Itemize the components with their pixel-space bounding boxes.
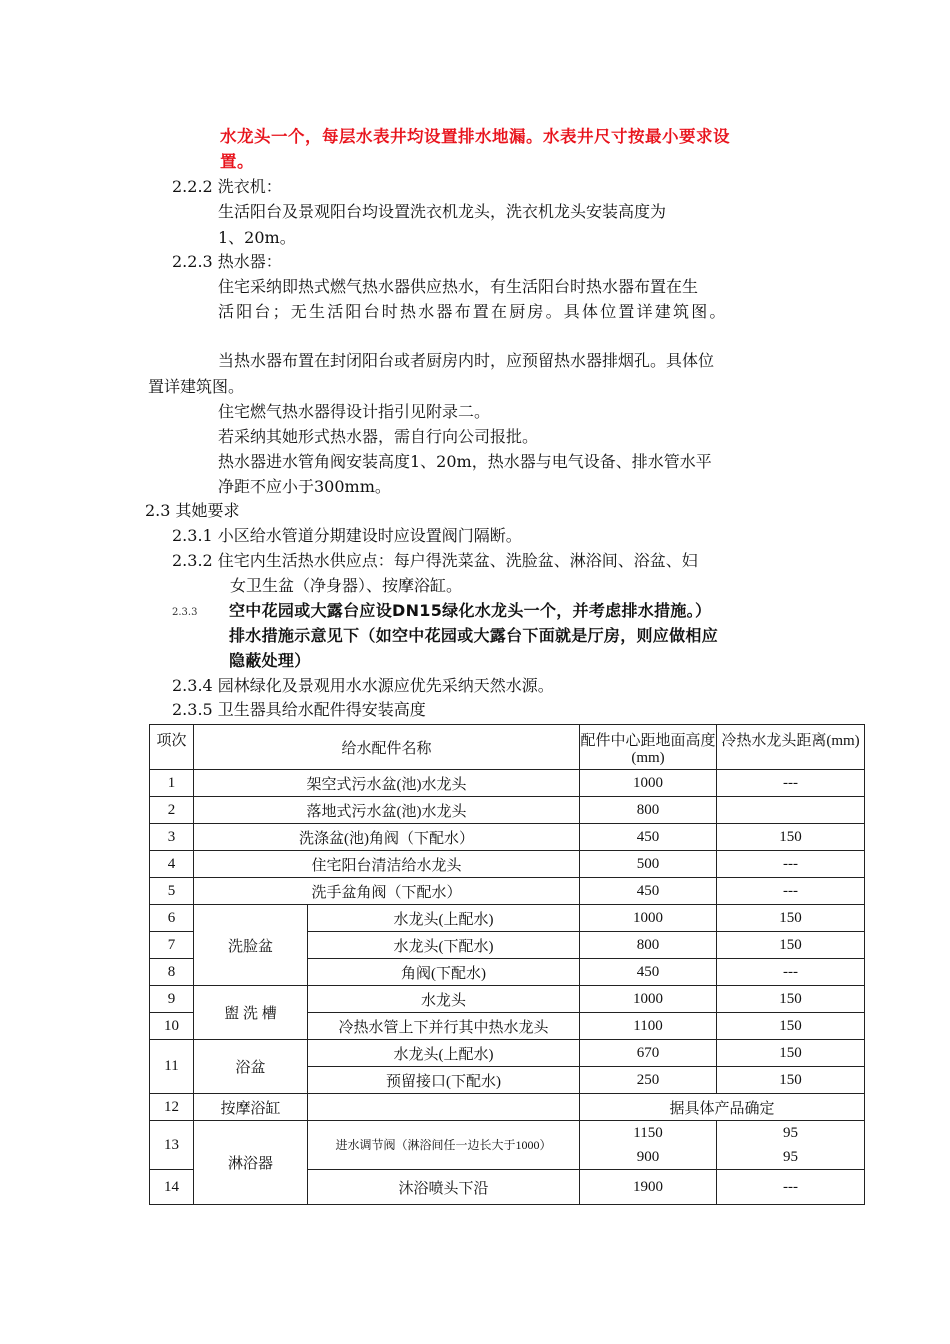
row-no: 11 <box>150 1040 194 1094</box>
row-name: 角阀(下配水) <box>308 959 580 986</box>
section-2-2-3-line-8: 净距不应小于300mm。 <box>218 477 391 496</box>
row-distance: 150 <box>717 824 865 851</box>
row-no: 12 <box>150 1094 194 1121</box>
section-2-2-3-line-4: 置详建筑图。 <box>148 377 245 396</box>
intro-red-line-2: 置。 <box>220 152 254 171</box>
row-group: 淋浴器 <box>194 1121 308 1205</box>
row-no: 6 <box>150 905 194 932</box>
row-height: 450 <box>580 878 717 905</box>
row-name: 冷热水管上下并行其中热水龙头 <box>308 1013 580 1040</box>
row-distance: 150 <box>717 1040 865 1067</box>
row-height: 450 <box>580 959 717 986</box>
row-distance: 150 <box>717 986 865 1013</box>
row-height: 1000 <box>580 905 717 932</box>
header-height: 配件中心距地面高度(mm) <box>580 725 717 770</box>
row-distance: --- <box>717 959 865 986</box>
row-height: 250 <box>580 1067 717 1094</box>
row-height: 500 <box>580 851 717 878</box>
section-2-3-heading: 2.3 其她要求 <box>145 501 240 520</box>
row-no: 13 <box>150 1121 194 1170</box>
row-name <box>308 1094 580 1121</box>
section-2-2-3-heading: 2.2.3 热水器： <box>172 252 282 271</box>
fixture-height-table <box>149 724 865 1205</box>
row-no: 2 <box>150 797 194 824</box>
section-2-2-2-heading: 2.2.2 洗衣机： <box>172 177 282 196</box>
table-row <box>150 824 865 851</box>
row-no: 3 <box>150 824 194 851</box>
row-height-value-1: 1150 <box>633 1125 663 1141</box>
row-name: 洗手盆角阀（下配水） <box>194 878 580 905</box>
row-height: 1000 <box>580 986 717 1013</box>
row-height: 450 <box>580 824 717 851</box>
row-distance-value-1: 95 <box>783 1125 799 1141</box>
row-name: 沐浴喷头下沿 <box>308 1170 580 1205</box>
row-distance: 150 <box>717 932 865 959</box>
section-2-2-3-line-3: 当热水器布置在封闭阳台或者厨房内时，应预留热水器排烟孔。具体位 <box>218 351 715 370</box>
table-row <box>150 905 865 932</box>
section-2-2-3-line-6: 若采纳其她形式热水器，需自行向公司报批。 <box>218 427 539 446</box>
section-2-2-2-line-1: 生活阳台及景观阳台均设置洗衣机龙头，洗衣机龙头安装高度为 <box>218 202 667 221</box>
item-2-3-3-line-3: 隐蔽处理） <box>229 651 311 670</box>
row-height: 1100 <box>580 1013 717 1040</box>
row-name: 住宅阳台清洁给水龙头 <box>194 851 580 878</box>
row-distance-value-2: 95 <box>783 1149 799 1165</box>
row-group: 盥 洗 槽 <box>194 986 308 1040</box>
section-2-2-2-line-2: 1、20m。 <box>218 228 296 247</box>
row-height: 1900 <box>580 1170 717 1205</box>
row-distance: 150 <box>717 1013 865 1040</box>
header-distance: 冷热水龙头距离(mm) <box>717 725 865 770</box>
row-name: 水龙头(上配水) <box>308 905 580 932</box>
item-2-3-2-line-1: 2.3.2 住宅内生活热水供应点：每户得洗菜盆、洗脸盆、淋浴间、浴盆、妇 <box>172 551 698 570</box>
row-group: 浴盆 <box>194 1040 308 1094</box>
row-name: 洗涤盆(池)角阀（下配水） <box>194 824 580 851</box>
row-distance: --- <box>717 770 865 797</box>
row-no: 14 <box>150 1170 194 1205</box>
item-2-3-5: 2.3.5 卫生器具给水配件得安装高度 <box>172 700 426 719</box>
section-2-2-3-line-2: 活阳台；无生活阳台时热水器布置在厨房。具体位置详建筑图。 <box>218 302 728 321</box>
row-height: 800 <box>580 797 717 824</box>
header-no: 项次 <box>150 725 194 770</box>
row-height-value-2: 900 <box>636 1149 660 1165</box>
row-no: 4 <box>150 851 194 878</box>
row-no: 8 <box>150 959 194 986</box>
item-2-3-3-line-2: 排水措施示意见下（如空中花园或大露台下面就是厅房，则应做相应 <box>229 626 719 645</box>
row-name: 预留接口(下配水) <box>308 1067 580 1094</box>
row-no: 9 <box>150 986 194 1013</box>
intro-red-line-1: 水龙头一个，每层水表井均设置排水地漏。水表井尺寸按最小要求设 <box>220 127 730 146</box>
table-row <box>150 878 865 905</box>
row-height: 670 <box>580 1040 717 1067</box>
row-height <box>580 1121 717 1170</box>
row-distance: 150 <box>717 1067 865 1094</box>
table-row <box>150 1040 865 1067</box>
section-2-2-3-line-1: 住宅采纳即热式燃气热水器供应热水，有生活阳台时热水器布置在生 <box>218 277 699 296</box>
row-merged-value: 据具体产品确定 <box>580 1094 865 1121</box>
section-2-2-3-line-5: 住宅燃气热水器得设计指引见附录二。 <box>218 402 491 421</box>
table-row <box>150 1121 865 1170</box>
row-group: 洗脸盆 <box>194 905 308 986</box>
row-no: 7 <box>150 932 194 959</box>
row-no: 10 <box>150 1013 194 1040</box>
table-row <box>150 851 865 878</box>
table-header-row <box>150 725 865 770</box>
row-distance <box>717 1121 865 1170</box>
table-row <box>150 1094 865 1121</box>
item-2-3-1: 2.3.1 小区给水管道分期建设时应设置阀门隔断。 <box>172 526 522 545</box>
row-distance: --- <box>717 878 865 905</box>
row-no: 1 <box>150 770 194 797</box>
row-name: 水龙头(上配水) <box>308 1040 580 1067</box>
row-name: 进水调节阀（淋浴间任一边长大于1000） <box>308 1121 580 1170</box>
item-2-3-2-line-2: 女卫生盆（净身器）、按摩浴缸。 <box>230 576 463 595</box>
table-row <box>150 797 865 824</box>
row-height: 1000 <box>580 770 717 797</box>
row-height: 800 <box>580 932 717 959</box>
row-distance: 150 <box>717 905 865 932</box>
item-2-3-4: 2.3.4 园林绿化及景观用水水源应优先采纳天然水源。 <box>172 676 554 695</box>
table-row <box>150 770 865 797</box>
watermark-text <box>260 158 263 168</box>
section-2-2-3-line-7: 热水器进水管角阀安装高度1、20m，热水器与电气设备、排水管水平 <box>218 452 712 471</box>
table-row <box>150 986 865 1013</box>
row-name: 水龙头(下配水) <box>308 932 580 959</box>
item-2-3-3-number: 2.3.3 <box>172 607 198 618</box>
row-name: 架空式污水盆(池)水龙头 <box>194 770 580 797</box>
row-distance: --- <box>717 851 865 878</box>
row-group: 按摩浴缸 <box>194 1094 308 1121</box>
row-name: 水龙头 <box>308 986 580 1013</box>
row-name: 落地式污水盆(池)水龙头 <box>194 797 580 824</box>
header-name: 给水配件名称 <box>194 725 580 770</box>
row-no: 5 <box>150 878 194 905</box>
row-distance: --- <box>717 1170 865 1205</box>
item-2-3-3-line-1: 空中花园或大露台应设DN15绿化水龙头一个，并考虑排水措施。） <box>229 601 712 620</box>
row-distance <box>717 797 865 824</box>
